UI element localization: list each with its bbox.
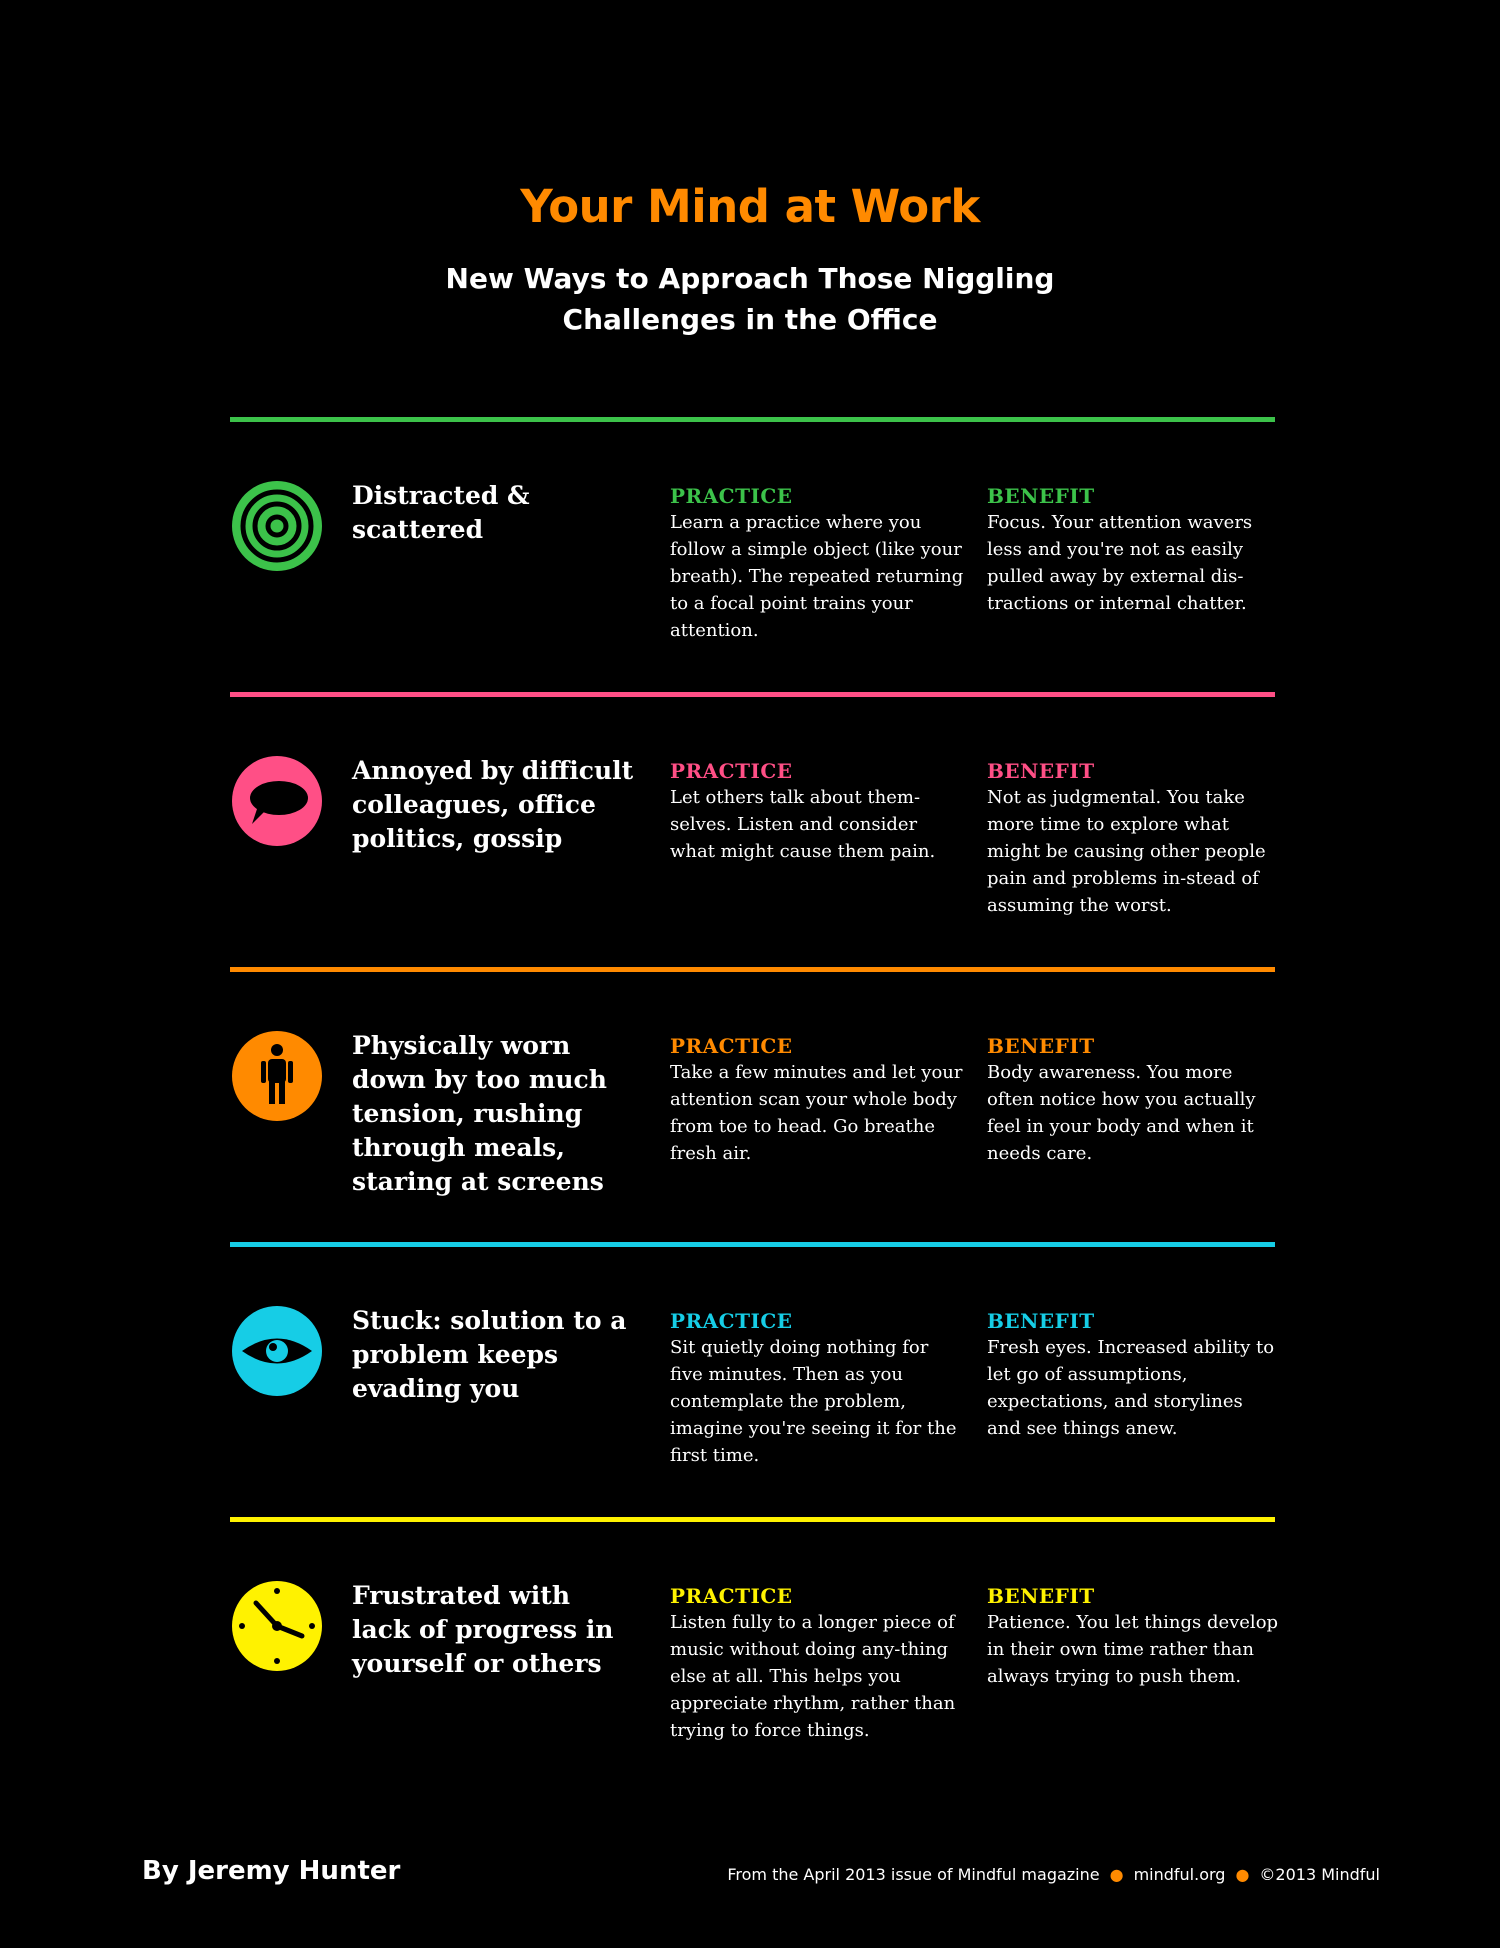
benefit-text: Patience. You let things develop in their own time rather than always trying to push them. — [987, 1612, 1279, 1687]
benefit-column — [987, 483, 1282, 617]
benefit-text: Body awareness. You more often notice how you actually feel in your body and when it needs care. — [987, 1062, 1256, 1164]
benefit-column — [987, 758, 1282, 919]
section-frustrated — [230, 1517, 1279, 1787]
practice-label: PRACTICE — [670, 1034, 793, 1058]
section-rule — [230, 417, 1275, 422]
section-rule — [230, 967, 1275, 972]
page-title: Your Mind at Work — [520, 180, 980, 233]
section-stuck — [230, 1242, 1275, 1512]
benefit-text: Focus. Your attention wavers less and you're not as easily pulled away by external dis-tractions or internal chatter. — [987, 512, 1253, 614]
section-rule — [230, 1242, 1275, 1247]
challenge-text: Stuck: solution to a problem keeps evading you — [352, 1306, 627, 1403]
target-icon — [232, 481, 322, 571]
speech-bubble-icon — [232, 756, 322, 846]
practice-column — [670, 1033, 965, 1167]
benefit-text: Not as judgmental. You take more time to explore what might be causing other people pain and problems in-stead of assuming the worst. — [987, 787, 1266, 916]
practice-text: Learn a practice where you follow a simple object (like your breath). The repeated returning to a focal point trains your attention. — [670, 512, 964, 641]
author-byline: By Jeremy Hunter — [142, 1856, 401, 1886]
practice-text: Let others talk about them-selves. Listen and consider what might cause them pain. — [670, 787, 936, 862]
practice-label: PRACTICE — [670, 484, 793, 508]
site-link[interactable]: mindful.org — [1133, 1865, 1226, 1884]
copyright-note: ©2013 Mindful — [1259, 1865, 1380, 1884]
footer-credits — [727, 1865, 1380, 1884]
practice-label: PRACTICE — [670, 1584, 793, 1608]
benefit-label: BENEFIT — [987, 1034, 1095, 1058]
separator-dot: ● — [1235, 1865, 1250, 1884]
section-annoyed — [230, 692, 1275, 962]
section-physically-worn — [230, 967, 1275, 1237]
page-subtitle: New Ways to Approach Those Niggling Challenges in the Office — [445, 262, 1055, 336]
eye-icon — [232, 1306, 322, 1396]
practice-text: Listen fully to a longer piece of music without doing any-thing else at all. This helps you appreciate rhythm, rather than trying to force things. — [670, 1612, 956, 1741]
section-rule — [230, 1517, 1275, 1522]
benefit-column — [987, 1583, 1282, 1690]
benefit-column — [987, 1308, 1282, 1442]
benefit-label: BENEFIT — [987, 1584, 1095, 1608]
section-rule — [230, 692, 1275, 697]
benefit-label: BENEFIT — [987, 1309, 1095, 1333]
practice-label: PRACTICE — [670, 1309, 793, 1333]
clock-icon — [232, 1581, 322, 1671]
source-note: From the April 2013 issue of Mindful magazine — [727, 1865, 1100, 1884]
practice-column — [670, 1583, 965, 1744]
challenge-text: Physically worn down by too much tension, rushing through meals, staring at screens — [352, 1031, 607, 1196]
benefit-label: BENEFIT — [987, 484, 1095, 508]
practice-column — [670, 483, 965, 644]
practice-column — [670, 1308, 965, 1469]
practice-label: PRACTICE — [670, 759, 793, 783]
challenge-text: Distracted & scattered — [352, 481, 530, 544]
challenge-text: Annoyed by difficult colleagues, office politics, gossip — [352, 756, 634, 853]
separator-dot: ● — [1109, 1865, 1124, 1884]
challenge-text: Frustrated with lack of progress in yourself or others — [352, 1581, 614, 1678]
benefit-label: BENEFIT — [987, 759, 1095, 783]
benefit-column — [987, 1033, 1282, 1167]
practice-text: Take a few minutes and let your attention scan your whole body from toe to head. Go breathe fresh air. — [670, 1062, 963, 1164]
section-distracted — [230, 417, 1275, 687]
practice-text: Sit quietly doing nothing for five minutes. Then as you contemplate the problem, imagine you're seeing it for the first time. — [670, 1337, 957, 1466]
benefit-text: Fresh eyes. Increased ability to let go of assumptions, expectations, and storylines and see things anew. — [987, 1337, 1275, 1439]
person-icon — [232, 1031, 322, 1121]
practice-column — [670, 758, 965, 865]
